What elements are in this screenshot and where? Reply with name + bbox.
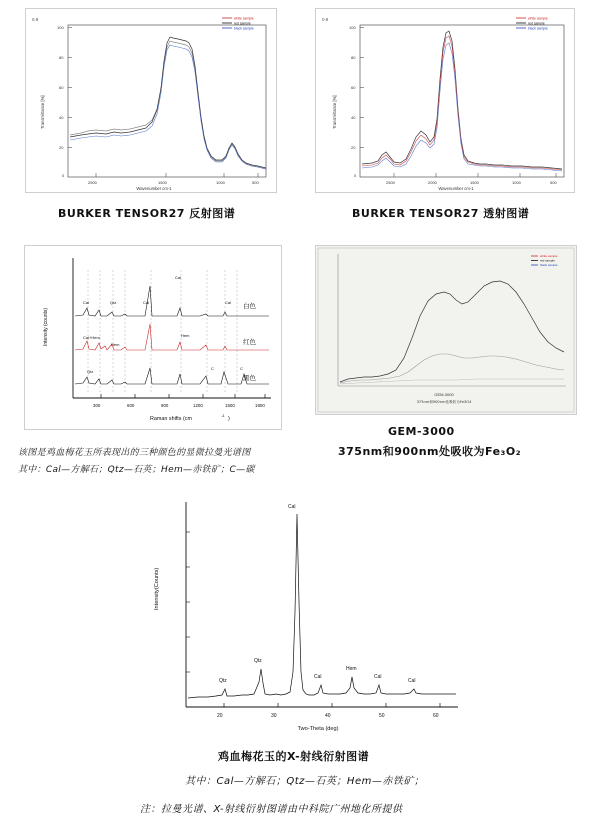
svg-text:0: 0 [62,173,65,178]
svg-text:Transmittance [%]: Transmittance [%] [332,95,337,129]
raman-note-line1: 该图是鸡血梅花玉所表现出的三种颜色的显微拉曼光谱图 [18,448,251,458]
svg-text:500: 500 [252,180,259,185]
svg-text:80: 80 [351,55,356,60]
svg-text:900: 900 [161,403,169,408]
svg-text:C: C [240,366,243,371]
svg-text:2000: 2000 [428,180,437,185]
svg-text:black sample: black sample [234,26,254,31]
svg-text:Qtz: Qtz [254,658,262,664]
svg-text:黑色: 黑色 [243,374,256,382]
xrd-note1: 其中：Cal—方解石；Qtz—石英；Hem—赤铁矿； [185,776,425,787]
svg-text:375nm和900nm处吸收为Fe3O4: 375nm和900nm处吸收为Fe3O4 [416,400,472,404]
svg-text:black sample: black sample [528,26,548,31]
svg-text:2500: 2500 [88,180,97,185]
svg-text:2500: 2500 [386,180,395,185]
svg-text:-1: -1 [221,413,225,418]
svg-text:40: 40 [351,115,356,120]
xrd-plot [118,492,476,740]
svg-text:Cal: Cal [225,300,232,305]
svg-text:20: 20 [351,145,356,150]
svg-text:500: 500 [550,180,557,185]
svg-text:白色: 白色 [243,302,256,310]
svg-text:1000: 1000 [216,180,225,185]
raman-note [18,445,293,479]
svg-text:Intensity (counts): Intensity (counts) [43,307,49,346]
svg-text:Qtz: Qtz [110,300,117,305]
svg-text:60: 60 [59,85,64,90]
gem3000-plot [316,246,576,414]
svg-text:1500: 1500 [158,180,167,185]
svg-text:Cal: Cal [374,674,382,680]
svg-text:red sample: red sample [528,21,545,26]
svg-text:1500: 1500 [225,403,235,408]
svg-text:Cal: Cal [83,300,90,305]
caption-gem3000-line1: GEM-3000 [388,425,455,438]
svg-text:Wavenumber cm-1: Wavenumber cm-1 [136,186,172,191]
svg-text:60: 60 [433,713,439,719]
caption-gem3000-line2: 375nm和900nm处吸收为Fe₃O₂ [338,445,522,458]
figure-ftir-transmit [315,8,575,193]
svg-text:1500: 1500 [470,180,479,185]
svg-text:20: 20 [217,713,223,719]
figure-xrd [118,492,478,742]
svg-text:Wavenumber cm-1: Wavenumber cm-1 [438,186,474,191]
svg-text:Qtz: Qtz [87,369,94,374]
svg-text:Intensity(Counts): Intensity(Counts) [154,567,160,610]
ftir-transmit-plot [316,9,574,192]
svg-text:Cal: Cal [288,504,296,510]
raman-plot [25,246,281,429]
svg-text:white sample: white sample [234,16,254,21]
svg-text:Hem: Hem [181,333,190,338]
svg-text:0.9: 0.9 [32,17,39,22]
svg-text:0.9: 0.9 [322,17,329,22]
svg-text:40: 40 [325,713,331,719]
svg-text:red sample: red sample [540,258,555,263]
ftir-reflect-plot [26,9,276,192]
svg-text:): ) [228,416,230,422]
figure-gem3000 [315,245,577,415]
svg-text:GEM-3000: GEM-3000 [434,392,454,397]
svg-text:1800: 1800 [255,403,265,408]
svg-text:Transmittance [%]: Transmittance [%] [40,95,45,129]
svg-text:40: 40 [59,115,64,120]
svg-text:Cal: Cal [143,300,150,305]
svg-text:30: 30 [271,713,277,719]
svg-text:60: 60 [351,85,356,90]
svg-text:20: 20 [59,145,64,150]
svg-text:Cal+Hem: Cal+Hem [83,335,100,340]
svg-text:300: 300 [93,403,101,408]
svg-text:红色: 红色 [243,338,256,346]
caption-ftir-reflect: BURKER TENSOR27 反射图谱 [58,207,236,220]
svg-text:1200: 1200 [193,403,203,408]
svg-text:Raman shifts (cm: Raman shifts (cm [150,416,192,422]
svg-text:white sample: white sample [528,16,548,21]
svg-text:1000: 1000 [512,180,521,185]
figure-ftir-reflect [25,8,277,193]
svg-text:100: 100 [349,25,356,30]
svg-text:Cal: Cal [408,678,416,684]
svg-text:Cal: Cal [175,275,182,280]
svg-text:Two-Theta (deg): Two-Theta (deg) [297,726,339,732]
svg-text:50: 50 [379,713,385,719]
xrd-note2: 注：拉曼光谱、X-射线衍射图谱由中科院广州地化所提供 [140,804,403,815]
svg-text:red sample: red sample [234,21,251,26]
svg-text:Cal: Cal [314,674,322,680]
caption-ftir-transmit: BURKER TENSOR27 透射图谱 [352,207,530,220]
svg-text:white sample: white sample [540,254,558,258]
svg-text:0: 0 [354,173,357,178]
svg-text:black sample: black sample [540,263,558,267]
caption-xrd: 鸡血梅花玉的X-射线衍射图谱 [218,750,370,763]
svg-text:Qtz: Qtz [219,678,227,684]
svg-text:C: C [211,366,214,371]
raman-note-line2: 其中：Cal—方解石；Qtz—石英；Hem—赤铁矿；C—碳 [18,465,255,475]
svg-text:600: 600 [127,403,135,408]
svg-text:100: 100 [57,25,64,30]
figure-raman [24,245,282,430]
svg-text:80: 80 [59,55,64,60]
svg-text:Hem: Hem [111,342,120,347]
svg-text:Hem: Hem [346,666,357,672]
